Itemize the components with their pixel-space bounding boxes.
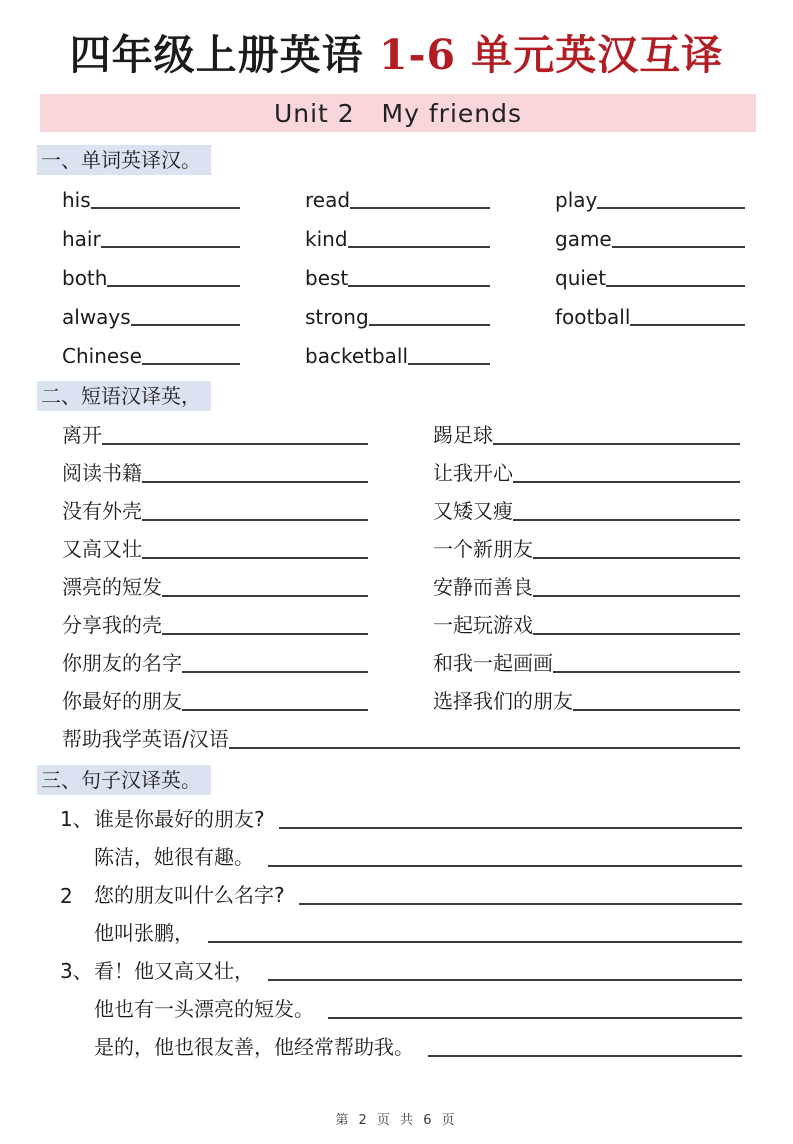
phrase-label: 帮助我学英语/汉语 bbox=[62, 727, 229, 751]
answer-blank bbox=[428, 1055, 742, 1057]
phrase-label: 又矮又瘦 bbox=[433, 499, 513, 523]
answer-blank bbox=[630, 324, 745, 326]
phrase-item bbox=[62, 686, 368, 714]
word-item bbox=[305, 262, 490, 290]
phrase-item bbox=[62, 534, 368, 562]
word-item bbox=[62, 340, 240, 368]
word-item bbox=[62, 301, 240, 329]
answer-blank bbox=[142, 363, 240, 365]
phrase-item bbox=[433, 572, 740, 600]
answer-blank bbox=[208, 941, 742, 943]
phrase-item bbox=[62, 648, 368, 676]
sentence-number: 2 bbox=[60, 884, 73, 908]
word-item bbox=[555, 223, 745, 251]
answer-blank bbox=[107, 285, 240, 287]
unit-banner-label: Unit 2 My friends bbox=[273, 98, 523, 128]
sentences-list bbox=[60, 804, 742, 1060]
answer-blank bbox=[182, 671, 368, 673]
word-item bbox=[62, 184, 240, 212]
sentence-text: 他叫张鹏， bbox=[94, 921, 194, 945]
answer-blank bbox=[142, 481, 368, 483]
answer-blank bbox=[606, 285, 745, 287]
phrase-item bbox=[433, 686, 740, 714]
word-label: football bbox=[555, 305, 631, 329]
answer-blank bbox=[493, 443, 740, 445]
sentence-text: 是的，他也很友善，他经常帮助我。 bbox=[94, 1035, 414, 1059]
phrase-item bbox=[62, 420, 368, 448]
sentence-text: 陈洁，她很有趣。 bbox=[94, 845, 254, 869]
page-title-black: 四年级上册英语 bbox=[69, 31, 379, 79]
phrase-label: 一个新朋友 bbox=[433, 537, 533, 561]
answer-blank bbox=[533, 633, 740, 635]
phrase-label: 和我一起画画 bbox=[433, 651, 553, 675]
word-item bbox=[305, 340, 490, 368]
answer-blank bbox=[268, 865, 742, 867]
answer-blank bbox=[369, 324, 490, 326]
word-label: always bbox=[62, 305, 131, 329]
sentence-row bbox=[60, 918, 742, 946]
word-item bbox=[305, 301, 490, 329]
word-label: quiet bbox=[555, 266, 607, 290]
word-item bbox=[62, 223, 240, 251]
word-item bbox=[62, 262, 240, 290]
phrase-label: 漂亮的短发 bbox=[62, 575, 162, 599]
sentence-row bbox=[60, 994, 742, 1022]
phrase-label: 阅读书籍 bbox=[62, 461, 142, 485]
page-title bbox=[0, 22, 793, 81]
word-label: game bbox=[555, 227, 612, 251]
word-item bbox=[555, 262, 745, 290]
words-grid bbox=[62, 184, 745, 368]
section-heading-words: 一、单词英译汉。 bbox=[37, 145, 211, 175]
phrase-item bbox=[433, 420, 740, 448]
page-title-red-highlight: 1-6 单元英汉互译 bbox=[378, 31, 724, 79]
phrase-label: 又高又壮 bbox=[62, 537, 142, 561]
answer-blank bbox=[142, 557, 368, 559]
answer-blank bbox=[279, 827, 742, 829]
answer-blank bbox=[131, 324, 240, 326]
phrase-item bbox=[62, 496, 368, 524]
word-item bbox=[305, 184, 490, 212]
answer-blank bbox=[162, 633, 368, 635]
sentence-text: 谁是你最好的朋友? bbox=[94, 807, 265, 831]
section-heading-phrases: 二、短语汉译英， bbox=[37, 381, 211, 411]
phrase-item bbox=[433, 534, 740, 562]
phrase-label: 分享我的壳 bbox=[62, 613, 162, 637]
sentence-row bbox=[60, 880, 742, 908]
word-label: both bbox=[62, 266, 108, 290]
answer-blank bbox=[553, 671, 740, 673]
phrase-label: 没有外壳 bbox=[62, 499, 142, 523]
sentence-number: 1、 bbox=[60, 807, 93, 831]
phrase-label: 一起玩游戏 bbox=[433, 613, 533, 637]
answer-blank bbox=[162, 595, 368, 597]
phrase-item bbox=[433, 610, 740, 638]
answer-blank bbox=[328, 1017, 742, 1019]
word-label: Chinese bbox=[62, 344, 142, 368]
answer-blank bbox=[350, 207, 490, 209]
word-label: kind bbox=[305, 227, 348, 251]
phrase-label: 离开 bbox=[62, 423, 102, 447]
phrase-label: 让我开心 bbox=[433, 461, 513, 485]
word-label: read bbox=[305, 188, 351, 212]
phrase-item bbox=[433, 458, 740, 486]
section-sentences bbox=[37, 765, 793, 795]
sentence-row bbox=[60, 1032, 742, 1060]
sentence-row bbox=[60, 804, 742, 832]
word-label: strong bbox=[305, 305, 369, 329]
word-item bbox=[555, 184, 745, 212]
answer-blank bbox=[513, 519, 740, 521]
page-footer: 第 2 页 共 6 页 bbox=[335, 1113, 458, 1128]
phrase-label: 你最好的朋友 bbox=[62, 689, 182, 713]
answer-blank bbox=[299, 903, 742, 905]
phrase-item bbox=[62, 572, 368, 600]
phrase-item bbox=[433, 648, 740, 676]
empty-cell bbox=[555, 340, 745, 368]
answer-blank bbox=[348, 246, 490, 248]
answer-blank bbox=[229, 747, 740, 749]
answer-blank bbox=[182, 709, 368, 711]
answer-blank bbox=[348, 285, 490, 287]
phrase-label: 安静而善良 bbox=[433, 575, 533, 599]
answer-blank bbox=[142, 519, 368, 521]
phrase-label: 踢足球 bbox=[433, 423, 493, 447]
answer-blank bbox=[513, 481, 740, 483]
section-words bbox=[37, 145, 793, 175]
word-label: hair bbox=[62, 227, 101, 251]
word-label: backetball bbox=[305, 344, 409, 368]
unit-banner bbox=[40, 94, 756, 132]
answer-blank bbox=[101, 246, 240, 248]
answer-blank bbox=[91, 207, 240, 209]
word-label: best bbox=[305, 266, 349, 290]
sentence-row bbox=[60, 956, 742, 984]
answer-blank bbox=[533, 557, 740, 559]
phrase-label: 选择我们的朋友 bbox=[433, 689, 573, 713]
phrase-item bbox=[433, 496, 740, 524]
sentence-text: 看！他又高又壮， bbox=[94, 959, 254, 983]
phrase-label: 你朋友的名字 bbox=[62, 651, 182, 675]
answer-blank bbox=[533, 595, 740, 597]
answer-blank bbox=[573, 709, 740, 711]
sentence-text: 他也有一头漂亮的短发。 bbox=[94, 997, 314, 1021]
sentence-row bbox=[60, 842, 742, 870]
section-phrases bbox=[37, 381, 793, 411]
word-item bbox=[555, 301, 745, 329]
sentence-number: 3、 bbox=[60, 959, 93, 983]
phrase-item bbox=[62, 458, 368, 486]
answer-blank bbox=[597, 207, 745, 209]
section-heading-sentences: 三、句子汉译英。 bbox=[37, 765, 211, 795]
sentence-text: 您的朋友叫什么名字? bbox=[94, 883, 285, 907]
phrases-grid bbox=[62, 420, 740, 752]
answer-blank bbox=[268, 979, 742, 981]
phrase-item bbox=[62, 724, 740, 752]
word-label: play bbox=[555, 188, 598, 212]
answer-blank bbox=[408, 363, 490, 365]
word-item bbox=[305, 223, 490, 251]
answer-blank bbox=[612, 246, 745, 248]
answer-blank bbox=[102, 443, 368, 445]
phrase-item bbox=[62, 610, 368, 638]
word-label: his bbox=[62, 188, 91, 212]
